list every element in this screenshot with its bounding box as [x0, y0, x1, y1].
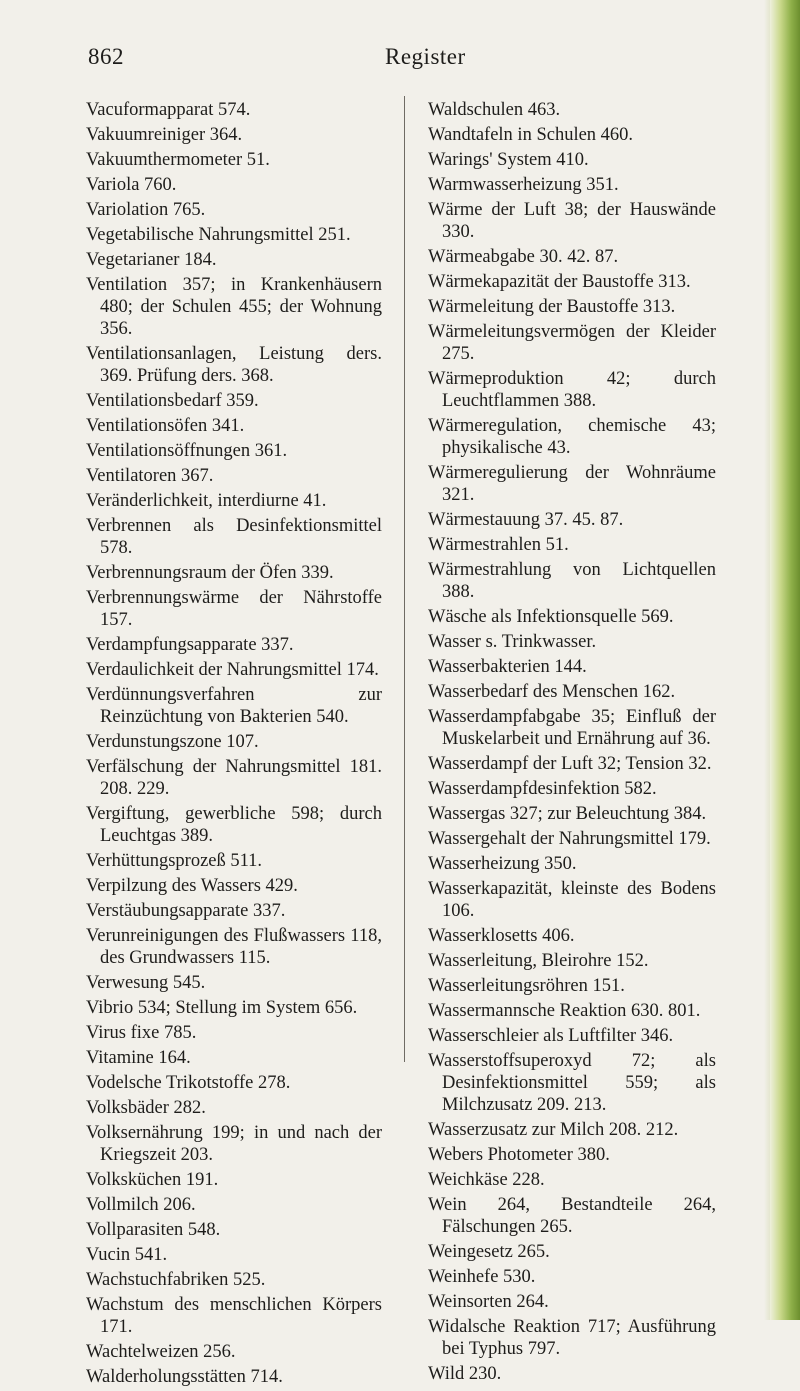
index-entry: Verbrennungswärme der Nährstoffe 157. — [86, 588, 382, 630]
index-entry: Ventilatoren 367. — [86, 466, 214, 486]
index-entry: Vibrio 534; Stellung im System 656. — [86, 998, 358, 1018]
index-entry: Wasserschleier als Luftfilter 346. — [428, 1026, 674, 1046]
page-number: 862 — [88, 44, 124, 69]
index-entry: Volksernährung 199; in und nach der Kriegszeit 203. — [86, 1123, 382, 1165]
index-entry: Wasserbakterien 144. — [428, 657, 587, 677]
index-entry: Wärmeabgabe 30. 42. 87. — [428, 247, 619, 267]
index-entry: Wasserkapazität, kleinste des Bodens 106. — [428, 879, 716, 921]
index-entry: Vucin 541. — [86, 1245, 168, 1265]
index-entry: Wärmestrahlen 51. — [428, 535, 569, 555]
index-entry: Verstäubungsapparate 337. — [86, 901, 286, 921]
index-entry: Wasser s. Trinkwasser. — [428, 632, 597, 652]
index-entry: Wachstum des menschlichen Körpers 171. — [86, 1295, 382, 1337]
index-entry: Wäsche als Infektionsquelle 569. — [428, 607, 674, 627]
index-entry: Wachstuchfabriken 525. — [86, 1270, 266, 1290]
index-entry: Weinhefe 530. — [428, 1267, 536, 1287]
index-entry: Walderholungsstätten 714. — [86, 1367, 283, 1387]
index-entry: Wärmeregulierung der Wohnräume 321. — [428, 463, 716, 505]
index-entry: Veränderlichkeit, interdiurne 41. — [86, 491, 327, 511]
index-entry: Ventilationsbedarf 359. — [86, 391, 259, 411]
index-entry: Verdaulichkeit der Nahrungsmittel 174. — [86, 660, 379, 680]
index-entry: Vollparasiten 548. — [86, 1220, 221, 1240]
index-entry: Wasserzusatz zur Milch 208. 212. — [428, 1120, 679, 1140]
index-entry: Verbrennen als Desinfektionsmittel 578. — [86, 516, 382, 558]
index-entry: Warings' System 410. — [428, 150, 589, 170]
index-entry: Weinsorten 264. — [428, 1292, 549, 1312]
index-entry: Widalsche Reaktion 717; Ausführung bei Typhus 797. — [428, 1317, 716, 1359]
index-entry: Vegetabilische Nahrungsmittel 251. — [86, 225, 351, 245]
index-entry: Wasserleitung, Bleirohre 152. — [428, 951, 649, 971]
index-entry: Verdunstungszone 107. — [86, 732, 259, 752]
index-entry: Wasserdampfabgabe 35; Einfluß der Muskelarbeit und Ernährung auf 36. — [428, 707, 716, 749]
index-entry: Vodelsche Trikotstoffe 278. — [86, 1073, 291, 1093]
index-entry: Ventilationsöffnungen 361. — [86, 441, 288, 461]
index-entry: Ventilation 357; in Krankenhäusern 480; der Schulen 455; der Wohnung 356. — [86, 275, 382, 339]
index-entry: Wasserbedarf des Menschen 162. — [428, 682, 676, 702]
index-entry: Verpilzung des Wassers 429. — [86, 876, 298, 896]
index-entry: Wasserklosetts 406. — [428, 926, 575, 946]
index-entry: Verunreinigungen des Flußwassers 118, des Grundwassers 115. — [86, 926, 382, 968]
index-entry: Verbrennungsraum der Öfen 339. — [86, 563, 334, 583]
index-entry: Wassergehalt der Nahrungsmittel 179. — [428, 829, 711, 849]
index-entry: Wild 230. — [428, 1364, 502, 1384]
index-entry: Wein 264, Bestandteile 264, Fälschungen 265. — [428, 1195, 716, 1237]
index-entry: Wasserheizung 350. — [428, 854, 577, 874]
index-entry: Ventilationsöfen 341. — [86, 416, 245, 436]
index-entry: Verhüttungsprozeß 511. — [86, 851, 263, 871]
index-column-right — [428, 99, 716, 1388]
index-entry: Verdampfungsapparate 337. — [86, 635, 294, 655]
index-entry: Wärmekapazität der Baustoffe 313. — [428, 272, 691, 292]
index-entry: Waldschulen 463. — [428, 100, 561, 120]
index-entry: Wasserdampfdesinfektion 582. — [428, 779, 657, 799]
index-entry: Webers Photometer 380. — [428, 1145, 610, 1165]
index-entry: Vakuumreiniger 364. — [86, 125, 243, 145]
index-entry: Wasserleitungsröhren 151. — [428, 976, 625, 996]
index-entry: Wärmestauung 37. 45. 87. — [428, 510, 624, 530]
index-entry: Warmwasserheizung 351. — [428, 175, 619, 195]
index-entry: Variolation 765. — [86, 200, 206, 220]
column-divider — [404, 96, 405, 1062]
index-entry: Wasserstoffsuperoxyd 72; als Desinfektionsmittel 559; als Milchzusatz 209. 213. — [428, 1051, 716, 1115]
index-entry: Vegetarianer 184. — [86, 250, 217, 270]
index-entry: Wärmeregulation, chemische 43; physikalische 43. — [428, 416, 716, 458]
running-head: Register — [385, 44, 466, 69]
index-entry: Wärmeleitungsvermögen der Kleider 275. — [428, 322, 716, 364]
index-entry: Variola 760. — [86, 175, 177, 195]
index-entry: Wasserdampf der Luft 32; Tension 32. — [428, 754, 712, 774]
index-entry: Wandtafeln in Schulen 460. — [428, 125, 634, 145]
index-entry: Wärme der Luft 38; der Hauswände 330. — [428, 200, 716, 242]
index-entry: Wärmeleitung der Baustoffe 313. — [428, 297, 676, 317]
index-entry: Wassergas 327; zur Beleuchtung 384. — [428, 804, 707, 824]
index-entry: Wärmeproduktion 42; durch Leuchtflammen 388. — [428, 369, 716, 411]
index-entry: Vacuformapparat 574. — [86, 100, 251, 120]
index-entry: Verwesung 545. — [86, 973, 206, 993]
index-entry: Verdünnungsverfahren zur Reinzüchtung von Bakterien 540. — [86, 685, 382, 727]
index-entry: Vollmilch 206. — [86, 1195, 196, 1215]
index-entry: Verfälschung der Nahrungsmittel 181. 208. 229. — [86, 757, 382, 799]
index-entry: Weichkäse 228. — [428, 1170, 545, 1190]
index-entry: Volksbäder 282. — [86, 1098, 206, 1118]
index-entry: Wärmestrahlung von Lichtquellen 388. — [428, 560, 716, 602]
index-entry: Vakuumthermometer 51. — [86, 150, 270, 170]
index-entry: Wachtelweizen 256. — [86, 1342, 236, 1362]
index-entry: Volksküchen 191. — [86, 1170, 219, 1190]
index-entry: Vergiftung, gewerbliche 598; durch Leuchtgas 389. — [86, 804, 382, 846]
index-entry: Ventilationsanlagen, Leistung ders. 369. Prüfung ders. 368. — [86, 344, 382, 386]
index-entry: Virus fixe 785. — [86, 1023, 197, 1043]
index-column-left — [86, 99, 382, 1391]
index-entry: Wassermannsche Reaktion 630. 801. — [428, 1001, 701, 1021]
index-entry: Weingesetz 265. — [428, 1242, 550, 1262]
index-entry: Vitamine 164. — [86, 1048, 191, 1068]
book-edge-strip — [770, 0, 800, 1320]
